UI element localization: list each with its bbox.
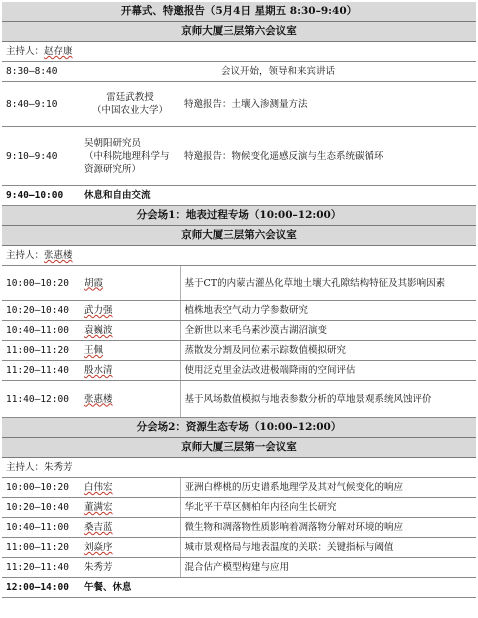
table-row (2, 538, 476, 558)
time-cell: 10:20–10:40 (2, 498, 80, 518)
opening-title: 开幕式、特邀报告（5月4日 星期五 8:30–9:40） (2, 2, 476, 22)
time-cell: 8:30–8:40 (2, 62, 80, 82)
break-row (2, 186, 476, 206)
time-cell: 11:20–11:40 (2, 361, 80, 381)
speaker-name: 雷廷武教授 (106, 92, 154, 103)
speaker-name: 王佩 (84, 345, 104, 356)
opening-venue-row (2, 22, 476, 42)
speaker-name: 殷水清 (84, 365, 113, 376)
session1-title-row (2, 206, 476, 226)
content-cell: 微生物和凋落物性质影响着凋落物分解对环境的响应 (180, 518, 476, 538)
speaker-cell (80, 538, 180, 558)
speaker-affiliation: （中国农业大学） (91, 105, 168, 116)
time-cell: 10:40–11:00 (2, 518, 80, 538)
host-label: 主持人： (6, 250, 45, 261)
time-cell: 12:00–14:00 (2, 578, 80, 598)
speaker-name: 董满宏 (84, 502, 113, 513)
table-row (2, 558, 476, 578)
speaker-affiliation: （中科院地理科学与资源研究所） (84, 150, 170, 175)
time-cell: 10:20–10:40 (2, 301, 80, 321)
session2-venue-row (2, 438, 476, 458)
time-cell: 11:00–11:20 (2, 341, 80, 361)
session1-host-row (2, 246, 476, 266)
session2-title-row (2, 418, 476, 438)
host-name: 张惠楼 (44, 250, 73, 261)
table-row (2, 341, 476, 361)
table-row (2, 478, 476, 498)
content-cell: 城市景观格局与地表温度的关联：关键指标与阈值 (180, 538, 476, 558)
opening-title-row (2, 2, 476, 22)
speaker-name: 胡霞 (84, 277, 104, 289)
table-row (2, 518, 476, 538)
content-cell: 使用泛克里金法改进极端降雨的空间评估 (180, 361, 476, 381)
content-cell: 华北平干草区侧柏年内径向生长研究 (180, 498, 476, 518)
session2-title: 分会场2：资源生态专场（10:00–12:00） (2, 418, 476, 438)
session2-venue: 京师大厦三层第一会议室 (2, 438, 476, 458)
content-cell: 特邀报告：物候变化遥感反演与生态系统碳循环 (180, 127, 476, 186)
time-cell: 10:00–10:20 (2, 266, 80, 301)
break-label: 休息和自由交流 (80, 186, 476, 206)
speaker-cell (80, 498, 180, 518)
opening-host (2, 42, 476, 62)
table-row (2, 361, 476, 381)
time-cell: 8:40–9:10 (2, 82, 80, 127)
table-row (2, 82, 476, 127)
speaker-cell (80, 518, 180, 538)
speaker-name: 张惠楼 (84, 393, 113, 405)
speaker-name: 武力强 (84, 305, 113, 316)
speaker-name: 刘焱序 (84, 542, 113, 553)
speaker-name: 朱秀芳 (84, 562, 113, 573)
time-cell: 10:40–11:00 (2, 321, 80, 341)
session1-title: 分会场1：地表过程专场（10:00–12:00） (2, 206, 476, 226)
table-row (2, 381, 476, 418)
session1-venue-row (2, 226, 476, 246)
content-cell: 蒸散发分割及同位素示踪数值模拟研究 (180, 341, 476, 361)
session2-host-row (2, 458, 476, 478)
table-row (2, 498, 476, 518)
speaker-cell (80, 301, 180, 321)
opening-venue: 京师大厦三层第六会议室 (2, 22, 476, 42)
content-cell: 全新世以来毛乌素沙漠古湖沼演变 (180, 321, 476, 341)
time-cell: 10:00–10:20 (2, 478, 80, 498)
time-cell: 11:40–12:00 (2, 381, 80, 418)
table-row (2, 127, 476, 186)
schedule-table (2, 2, 476, 598)
time-cell: 11:00–11:20 (2, 538, 80, 558)
time-cell: 9:40–10:00 (2, 186, 80, 206)
host-name: 赵存康 (44, 46, 73, 57)
session1-host (2, 246, 476, 266)
table-row (2, 321, 476, 341)
table-row (2, 301, 476, 321)
content-cell: 植株地表空气动力学参数研究 (180, 301, 476, 321)
speaker-cell (80, 341, 180, 361)
speaker-cell (80, 321, 180, 341)
speaker-name: 白伟宏 (84, 482, 113, 493)
time-cell: 9:10–9:40 (2, 127, 80, 186)
table-row (2, 62, 476, 82)
speaker-cell (80, 127, 180, 186)
content-cell: 基于CT的内蒙古灌丛化草地土壤大孔隙结构特征及其影响因素 (180, 266, 476, 301)
host-label: 主持人： (6, 462, 45, 473)
content-cell: 混合估产模型构建与应用 (180, 558, 476, 578)
opening-host-row (2, 42, 476, 62)
speaker-cell (80, 478, 180, 498)
content-cell: 亚洲白桦桃的历史谱系地理学及其对气候变化的响应 (180, 478, 476, 498)
speaker-name: 吴朝阳研究员 (84, 137, 142, 149)
lunch-label: 午餐、休息 (80, 578, 476, 598)
time-cell: 11:20–11:40 (2, 558, 80, 578)
speaker-cell (80, 558, 180, 578)
host-name: 朱秀芳 (44, 462, 73, 473)
speaker-cell (80, 82, 180, 127)
speaker-cell (80, 361, 180, 381)
speaker-name: 桑吉蓝 (84, 522, 113, 533)
lunch-row (2, 578, 476, 598)
speaker-name: 袁巍波 (84, 325, 113, 336)
speaker-cell (80, 266, 180, 301)
speaker-cell (80, 381, 180, 418)
session1-venue: 京师大厦三层第六会议室 (2, 226, 476, 246)
table-row (2, 266, 476, 301)
content-cell: 会议开始，领导和来宾讲话 (80, 62, 476, 82)
host-label: 主持人： (6, 46, 45, 57)
content-cell: 基于风场数值模拟与地表参数分析的草地景观系统风蚀评价 (180, 381, 476, 418)
content-cell: 特邀报告：土壤入渗测量方法 (180, 82, 476, 127)
session2-host (2, 458, 476, 478)
